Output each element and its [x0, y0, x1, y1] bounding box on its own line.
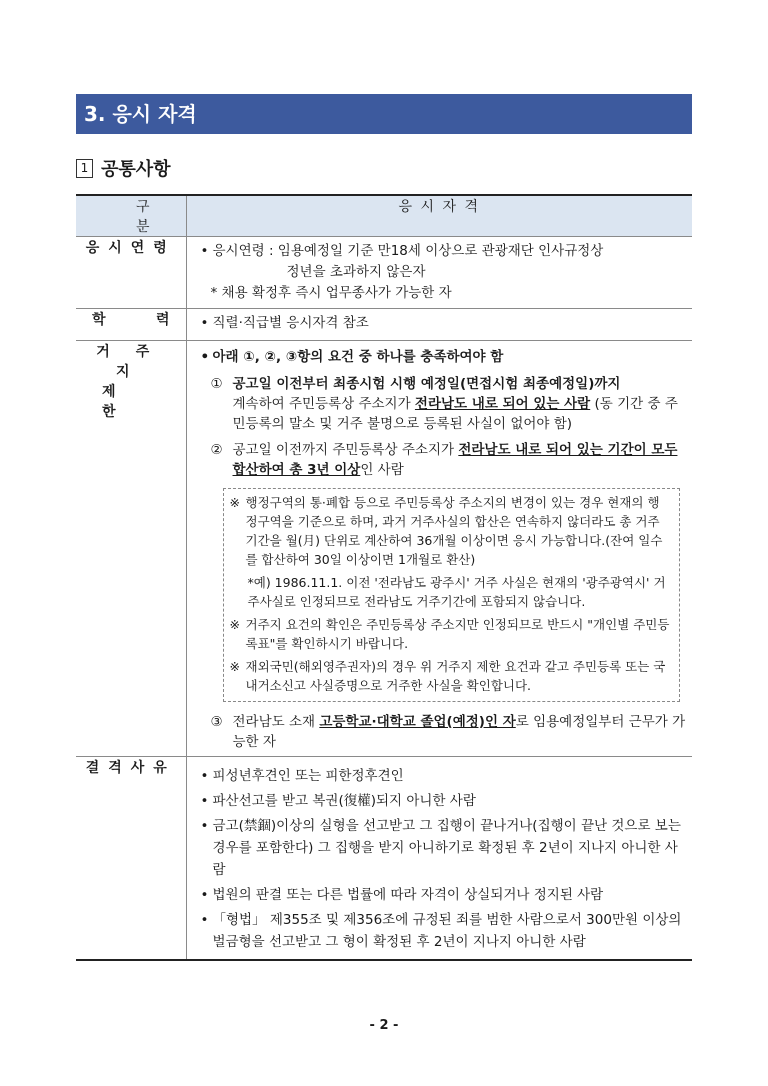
table-row [76, 309, 692, 341]
list-item: • 법원의 판결 또는 다른 법률에 따라 자격이 상실되거나 정지된 사람 [201, 884, 687, 906]
row-label-disqualification: 결격사유 [76, 757, 186, 961]
residence-item-1: ① 공고일 이전부터 최종시험 시행 예정일(면접시험 최종예정일)까지 계속하여 주민등록상 주소지가 전라남도 내로 되어 있는 사람 (동 기간 중 주민등록의 말소 및 거주 불명으로 등록된 사실이 없어야 함) [210, 376, 678, 432]
note-3: ※ 재외국민(해외영주권자)의 경우 위 거주지 제한 요건과 같고 주민등록 또는 국내거소신고 사실증명으로 거주한 사실을 확인합니다. [229, 659, 666, 693]
list-item: • 피성년후견인 또는 피한정후견인 [201, 765, 687, 787]
row-label-education: 학 력 [76, 309, 186, 341]
age-line2: 정년을 초과하지 않은자 [286, 264, 426, 280]
residence-intro: • 아래 ①, ②, ③항의 요건 중 하나를 충족하여야 함 [201, 347, 687, 368]
row-label-residence: 거주지 제한 [76, 341, 186, 757]
table-row [76, 237, 692, 309]
section-title: 3. 응시 자격 [76, 94, 692, 134]
note-1-example: *예) 1986.11.1. 이전 '전라남도 광주시' 거주 사실은 현재의 '광주광역시' 거주사실로 인정되므로 전라남도 거주기간에 포함되지 않습니다. [247, 575, 666, 609]
row-content-disqualification [186, 757, 692, 961]
age-note: * 채용 확정후 즉시 업무종사가 가능한 자 [210, 285, 452, 301]
list-item: • 「형법」 제355조 및 제356조에 규정된 죄를 범한 사람으로서 300만원 이상의 벌금형을 선고받고 그 형이 확정된 후 2년이 지나지 아니한 사람 [201, 909, 687, 953]
table-header [76, 195, 692, 237]
numbered-box-icon: 1 [76, 159, 93, 178]
row-content-education [186, 309, 692, 341]
row-label-age: 응시연령 [76, 237, 186, 309]
subsection-heading [76, 156, 171, 180]
note-1: ※ 행정구역의 통·폐합 등으로 주민등록상 주소지의 변경이 있는 경우 현재의 행정구역을 기준으로 하며, 과거 거주사실의 합산은 연속하지 않더라도 총 거주기간을 월(月) 단위로 계산하여 36개월 이상이면 응시 가능합니다.(잔여 일수를 합산하여 30일 이상이면 1개월로 환산) [229, 495, 663, 567]
education-text: • 직렬·직급별 응시자격 참조 [201, 313, 687, 334]
subsection-title: 공통사항 [101, 159, 171, 180]
row-content-age [186, 237, 692, 309]
residence-notes-box [223, 488, 681, 702]
row-content-residence [186, 341, 692, 757]
table-row [76, 757, 692, 961]
age-line1: • 응시연령 : 임용예정일 기준 만18세 이상으로 관광재단 인사규정상 [201, 241, 687, 262]
residence-item-2: ② 공고일 이전까지 주민등록상 주소지가 전라남도 내로 되어 있는 기간이 모두 합산하여 총 3년 이상인 사람 [210, 442, 678, 478]
residence-item-3: ③ 전라남도 소재 고등학교·대학교 졸업(예정)인 자로 임용예정일부터 근무가 가능한 자 [210, 714, 686, 750]
note-2: ※ 거주지 요건의 확인은 주민등록상 주소지만 인정되므로 반드시 "개인별 주민등록표"를 확인하시기 바랍니다. [229, 617, 670, 651]
list-item: • 파산선고를 받고 복권(復權)되지 아니한 사람 [201, 790, 687, 812]
table-row [76, 341, 692, 757]
header-qualification: 응 시 자 격 [186, 195, 692, 237]
header-category: 구 분 [76, 195, 186, 237]
page-number: - 2 - [369, 1018, 399, 1033]
qualification-table [76, 194, 692, 961]
list-item: • 금고(禁錮)이상의 실형을 선고받고 그 집행이 끝나거나(집행이 끝난 것으로 보는 경우를 포함한다) 그 집행을 받지 아니하기로 확정된 후 2년이 지나지 아니한 사람 [201, 815, 687, 881]
